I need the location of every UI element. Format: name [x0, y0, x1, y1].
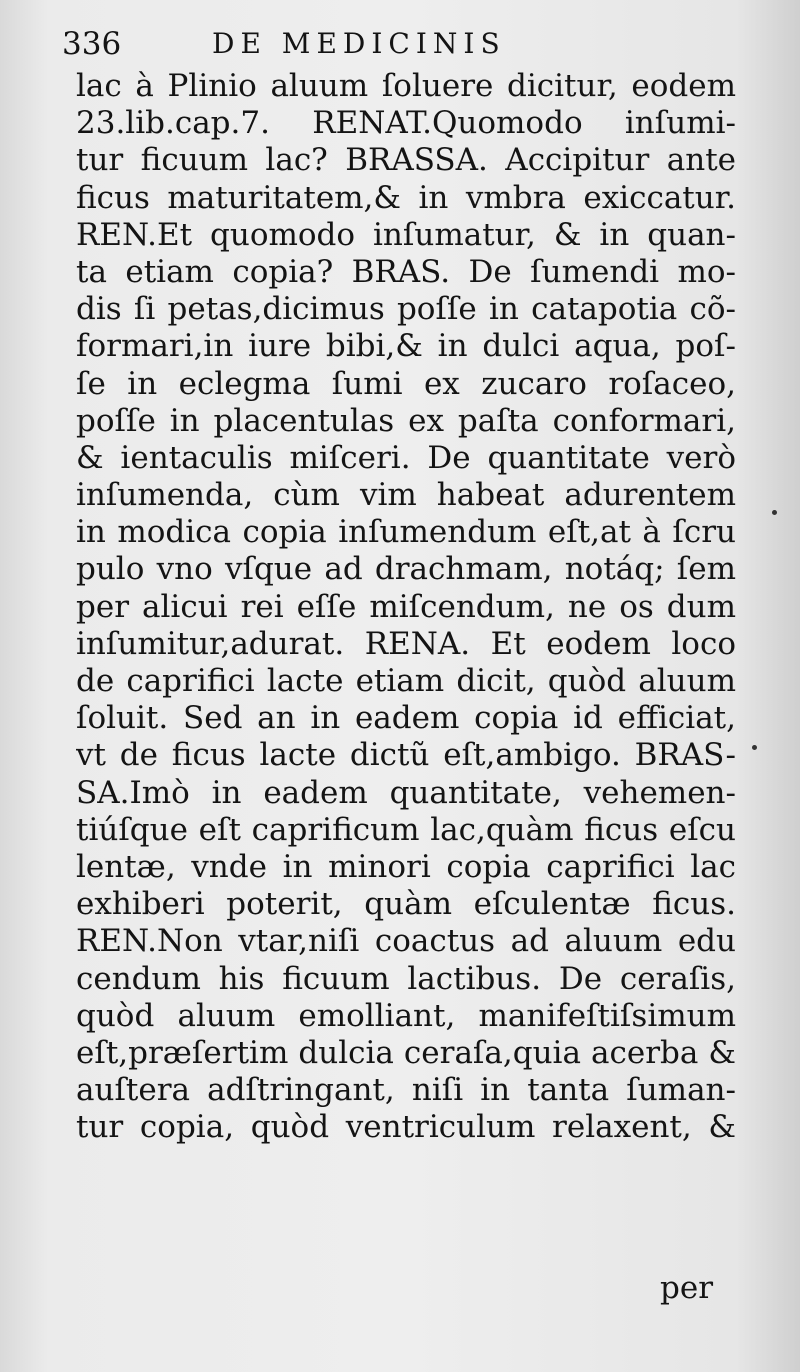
speck-mark — [772, 510, 777, 515]
text-line: eſt,præſertim dulcia ceraſa,quia acerba & — [76, 1034, 736, 1071]
text-line: inſumenda, cùm vim habeat adurentem — [76, 477, 736, 514]
speck-mark — [752, 745, 757, 750]
text-line: ta etiam copia? BRAS. De ſumendi mo- — [76, 253, 736, 290]
page-number: 336 — [62, 26, 122, 62]
text-line: dis ſi petas,dicimus poſſe in catapotia cõ- — [76, 291, 736, 328]
text-line: REN.Et quomodo inſumatur, & in quan- — [76, 216, 736, 253]
text-line: & ientaculis miſceri. De quantitate verò — [76, 439, 736, 476]
text-line: tiúſque eſt caprificum lac,quàm ficus eſcu — [76, 811, 736, 848]
text-line: quòd aluum emolliant, manifeſtiſsimum — [76, 997, 736, 1034]
text-line: formari,in iure bibi,& in dulci aqua, poſ- — [76, 328, 736, 365]
page-header — [62, 22, 602, 66]
text-line: REN.Non vtar,niſi coactus ad aluum edu — [76, 923, 736, 960]
text-line: vt de ficus lacte dictũ eſt,ambigo. BRAS- — [76, 737, 736, 774]
text-line: SA.Imò in eadem quantitate, vehemen- — [76, 774, 736, 811]
text-line: de caprifici lacte etiam dicit, quòd aluum — [76, 663, 736, 699]
text-line: pulo vno vſque ad drachmam, notáq; ſem — [76, 551, 736, 588]
text-line: 23.lib.cap.7. RENAT.Quomodo inſumi- — [76, 105, 736, 142]
catchword: per — [660, 1270, 714, 1306]
text-line: tur copia, quòd ventriculum relaxent, & — [76, 1109, 736, 1146]
text-line: lentæ, vnde in minori copia caprifici lac — [76, 848, 736, 885]
text-line: ſoluit. Sed an in eadem copia id efficiat, — [76, 700, 736, 737]
text-line: lac à Plinio aluum ſoluere dicitur, eodem — [76, 68, 736, 104]
text-line: cendum his ficuum lactibus. De ceraſis, — [76, 960, 736, 997]
text-line: auſtera adſtringant, niſi in tanta ſuman- — [76, 1072, 736, 1109]
text-line: ficus maturitatem,& in vmbra exiccatur. — [76, 179, 736, 216]
text-line: poſſe in placentulas ex paſta conformari, — [76, 402, 736, 439]
text-line: in modica copia inſumendum eſt,at à ſcru — [76, 514, 736, 551]
text-line: tur ficuum lac? BRASSA. Accipitur ante — [76, 142, 736, 179]
text-line: exhiberi poterit, quàm eſculentæ ficus. — [76, 886, 736, 923]
body-text — [76, 68, 736, 1146]
text-line: inſumitur,adurat. RENA. Et eodem loco — [76, 625, 736, 662]
text-line: ſe in eclegma ſumi ex zucaro roſaceo, — [76, 365, 736, 402]
running-head: DE MEDICINIS — [212, 27, 506, 60]
text-line: per alicui rei eſſe miſcendum, ne os dum — [76, 588, 736, 625]
